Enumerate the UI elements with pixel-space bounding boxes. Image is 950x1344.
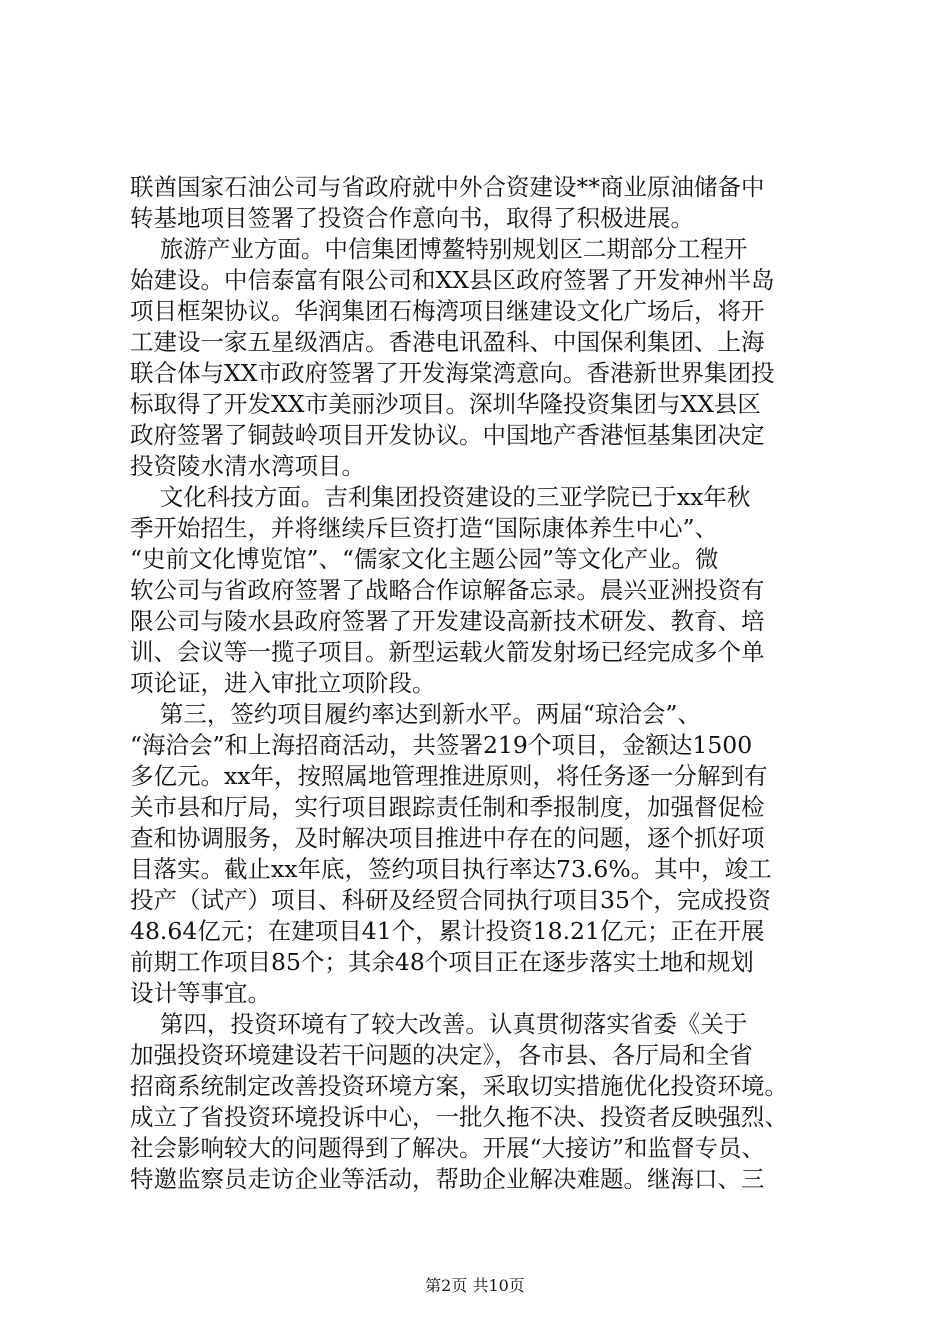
text-line: 社会影响较大的问题得到了解决。开展“大接访”和监督专员、 [130,1134,766,1162]
text-line: 始建设。中信泰富有限公司和XX县区政府签署了开发神州半岛 [130,266,775,294]
text-line: 前期工作项目85个；其余48个项目正在逐步落实土地和规划 [130,948,754,976]
text-line: 联合体与XX市政府签署了开发海棠湾意向。香港新世界集团投 [130,359,775,387]
text-line: 成立了省投资环境投诉中心，一批久拖不决、投资者反映强烈、 [130,1103,788,1131]
text-line: 限公司与陵水县政府签署了开发建设高新技术研发、教育、培 [130,607,765,635]
text-line: 关市县和厅局，实行项目跟踪责任制和季报制度，加强督促检 [130,793,765,821]
text-line: 第三，签约项目履约率达到新水平。两届“琼洽会”、 [130,700,701,728]
text-line: 特邀监察员走访企业等活动，帮助企业解决难题。继海口、三 [130,1165,765,1193]
text-line: 文化科技方面。吉利集团投资建设的三亚学院已于xx年秋 [130,483,751,511]
text-line: 多亿元。xx年，按照属地管理推进原则，将任务逐一分解到有 [130,762,768,790]
page-number-footer: 第2页 共10页 [425,1276,525,1295]
text-line: “海洽会”和上海招商活动，共签署219个项目，金额达1500 [130,731,753,759]
text-line: 投产（试产）项目、科研及经贸合同执行项目35个，完成投资 [130,886,771,914]
text-line: 软公司与省政府签署了战略合作谅解备忘录。晨兴亚洲投资有 [130,576,765,604]
text-line: 旅游产业方面。中信集团博鳌特别规划区二期部分工程开 [130,235,748,263]
text-line: 第四，投资环境有了较大改善。认真贯彻落实省委《关于 [130,1010,748,1038]
text-line: 投资陵水清水湾项目。 [130,452,365,480]
text-line: 目落实。截止xx年底，签约项目执行率达73.6%。其中，竣工 [130,855,772,883]
text-line: 项目框架协议。华润集团石梅湾项目继建设文化广场后，将开 [130,297,765,325]
text-line: 查和协调服务，及时解决项目推进中存在的问题，逐个抓好项 [130,824,765,852]
text-line: 加强投资环境建设若干问题的决定》，各市县、各厅局和全省 [130,1041,753,1069]
text-line: 48.64亿元；在建项目41个，累计投资18.21亿元；正在开展 [130,917,765,945]
text-line: 工建设一家五星级酒店。香港电讯盈科、中国保利集团、上海 [130,328,765,356]
text-line: 联酋国家石油公司与省政府就中外合资建设**商业原油储备中 [130,173,765,201]
text-line: 标取得了开发XX市美丽沙项目。深圳华隆投资集团与XX县区 [130,390,761,418]
document-body [130,172,830,1195]
text-line: 招商系统制定改善投资环境方案，采取切实措施优化投资环境。 [130,1072,788,1100]
text-line: 项论证，进入审批立项阶段。 [130,669,436,697]
text-line: 转基地项目签署了投资合作意向书，取得了积极进展。 [130,204,694,232]
text-line: 政府签署了铜鼓岭项目开发协议。中国地产香港恒基集团决定 [130,421,765,449]
text-line: 设计等事宜。 [130,979,271,1007]
text-line: 训、会议等一揽子项目。新型运载火箭发射场已经完成多个单 [130,638,765,666]
text-line: “史前文化博览馆”、“儒家文化主题公园”等文化产业。微 [130,545,719,573]
text-line: 季开始招生，并将继续斥巨资打造“国际康体养生中心”、 [130,514,719,542]
